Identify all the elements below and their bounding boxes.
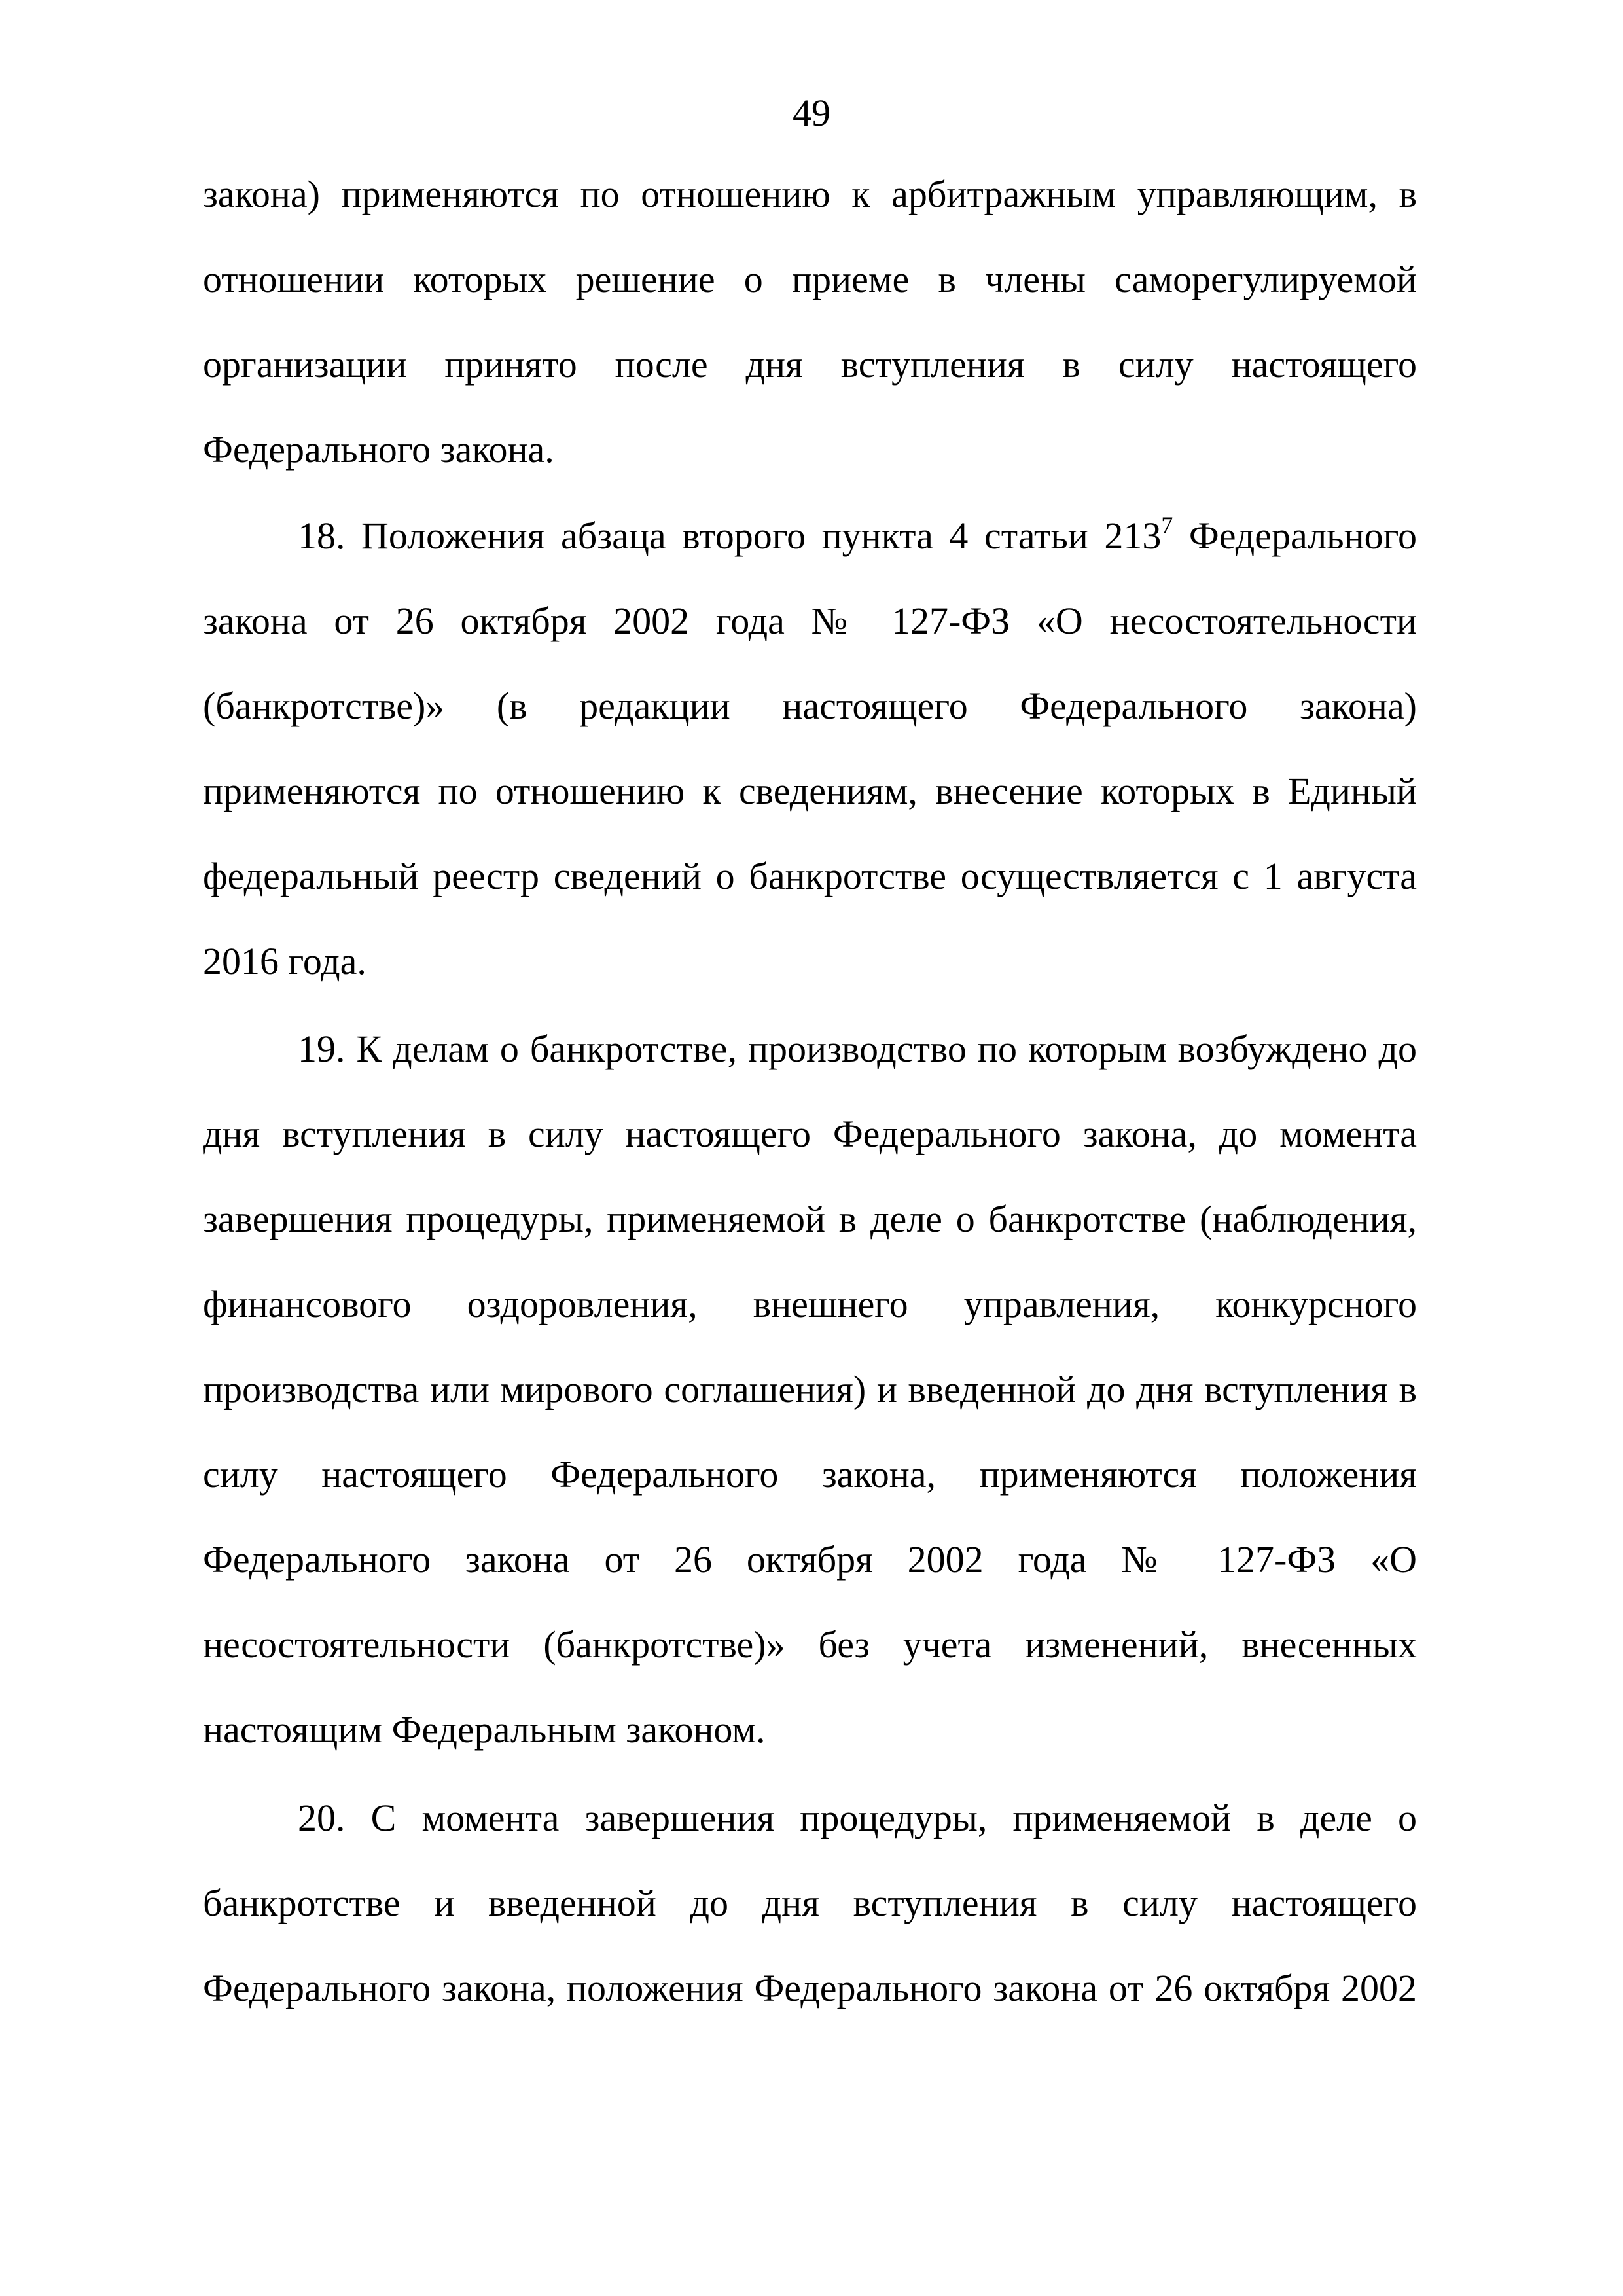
text-line [298,507,1417,565]
superscript: 7 [1161,511,1173,538]
page-number: 49 [793,92,830,134]
text-line: завершения процедуры, применяемой в деле о банкротстве (наблюдения, [203,1198,1417,1240]
text-line: отношении которых решение о приеме в члены саморегулируемой [203,258,1417,300]
text-line: силу настоящего Федерального закона, применяются положения [203,1453,1417,1496]
text-line: Федерального закона от 26 октября 2002 года № 127-ФЗ «О [203,1538,1417,1581]
text-line: закона) применяются по отношению к арбитражным управляющим, в [203,173,1417,215]
text-line: Федерального закона. [203,428,554,471]
text-line: настоящим Федеральным законом. [203,1708,766,1751]
text-line: применяются по отношению к сведениям, внесение которых в Единый [203,770,1417,812]
text-line: несостоятельности (банкротстве)» без учета изменений, внесенных [203,1623,1417,1666]
line-text: 18. Положения абзаца второго пункта 4 статьи 213 [298,514,1162,557]
line-text-tail: Федерального [1173,514,1417,557]
text-line: дня вступления в силу настоящего Федерального закона, до момента [203,1113,1417,1155]
text-line: производства или мирового соглашения) и введенной до дня вступления в [203,1368,1417,1410]
text-line: финансового оздоровления, внешнего управления, конкурсного [203,1283,1417,1325]
text-line: Федерального закона, положения Федерального закона от 26 октября 2002 [203,1967,1417,2009]
text-line: 20. С момента завершения процедуры, применяемой в деле о [298,1797,1417,1839]
text-line: банкротстве и введенной до дня вступления в силу настоящего [203,1882,1417,1924]
text-line: закона от 26 октября 2002 года № 127-ФЗ «О несостоятельности [203,600,1417,642]
text-line: федеральный реестр сведений о банкротстве осуществляется с 1 августа [203,855,1417,897]
text-line: организации принято после дня вступления в силу настоящего [203,343,1417,386]
text-line: (банкротстве)» (в редакции настоящего Федерального закона) [203,685,1417,727]
text-line: 2016 года. [203,940,366,982]
text-line: 19. К делам о банкротстве, производство по которым возбуждено до [298,1028,1417,1070]
